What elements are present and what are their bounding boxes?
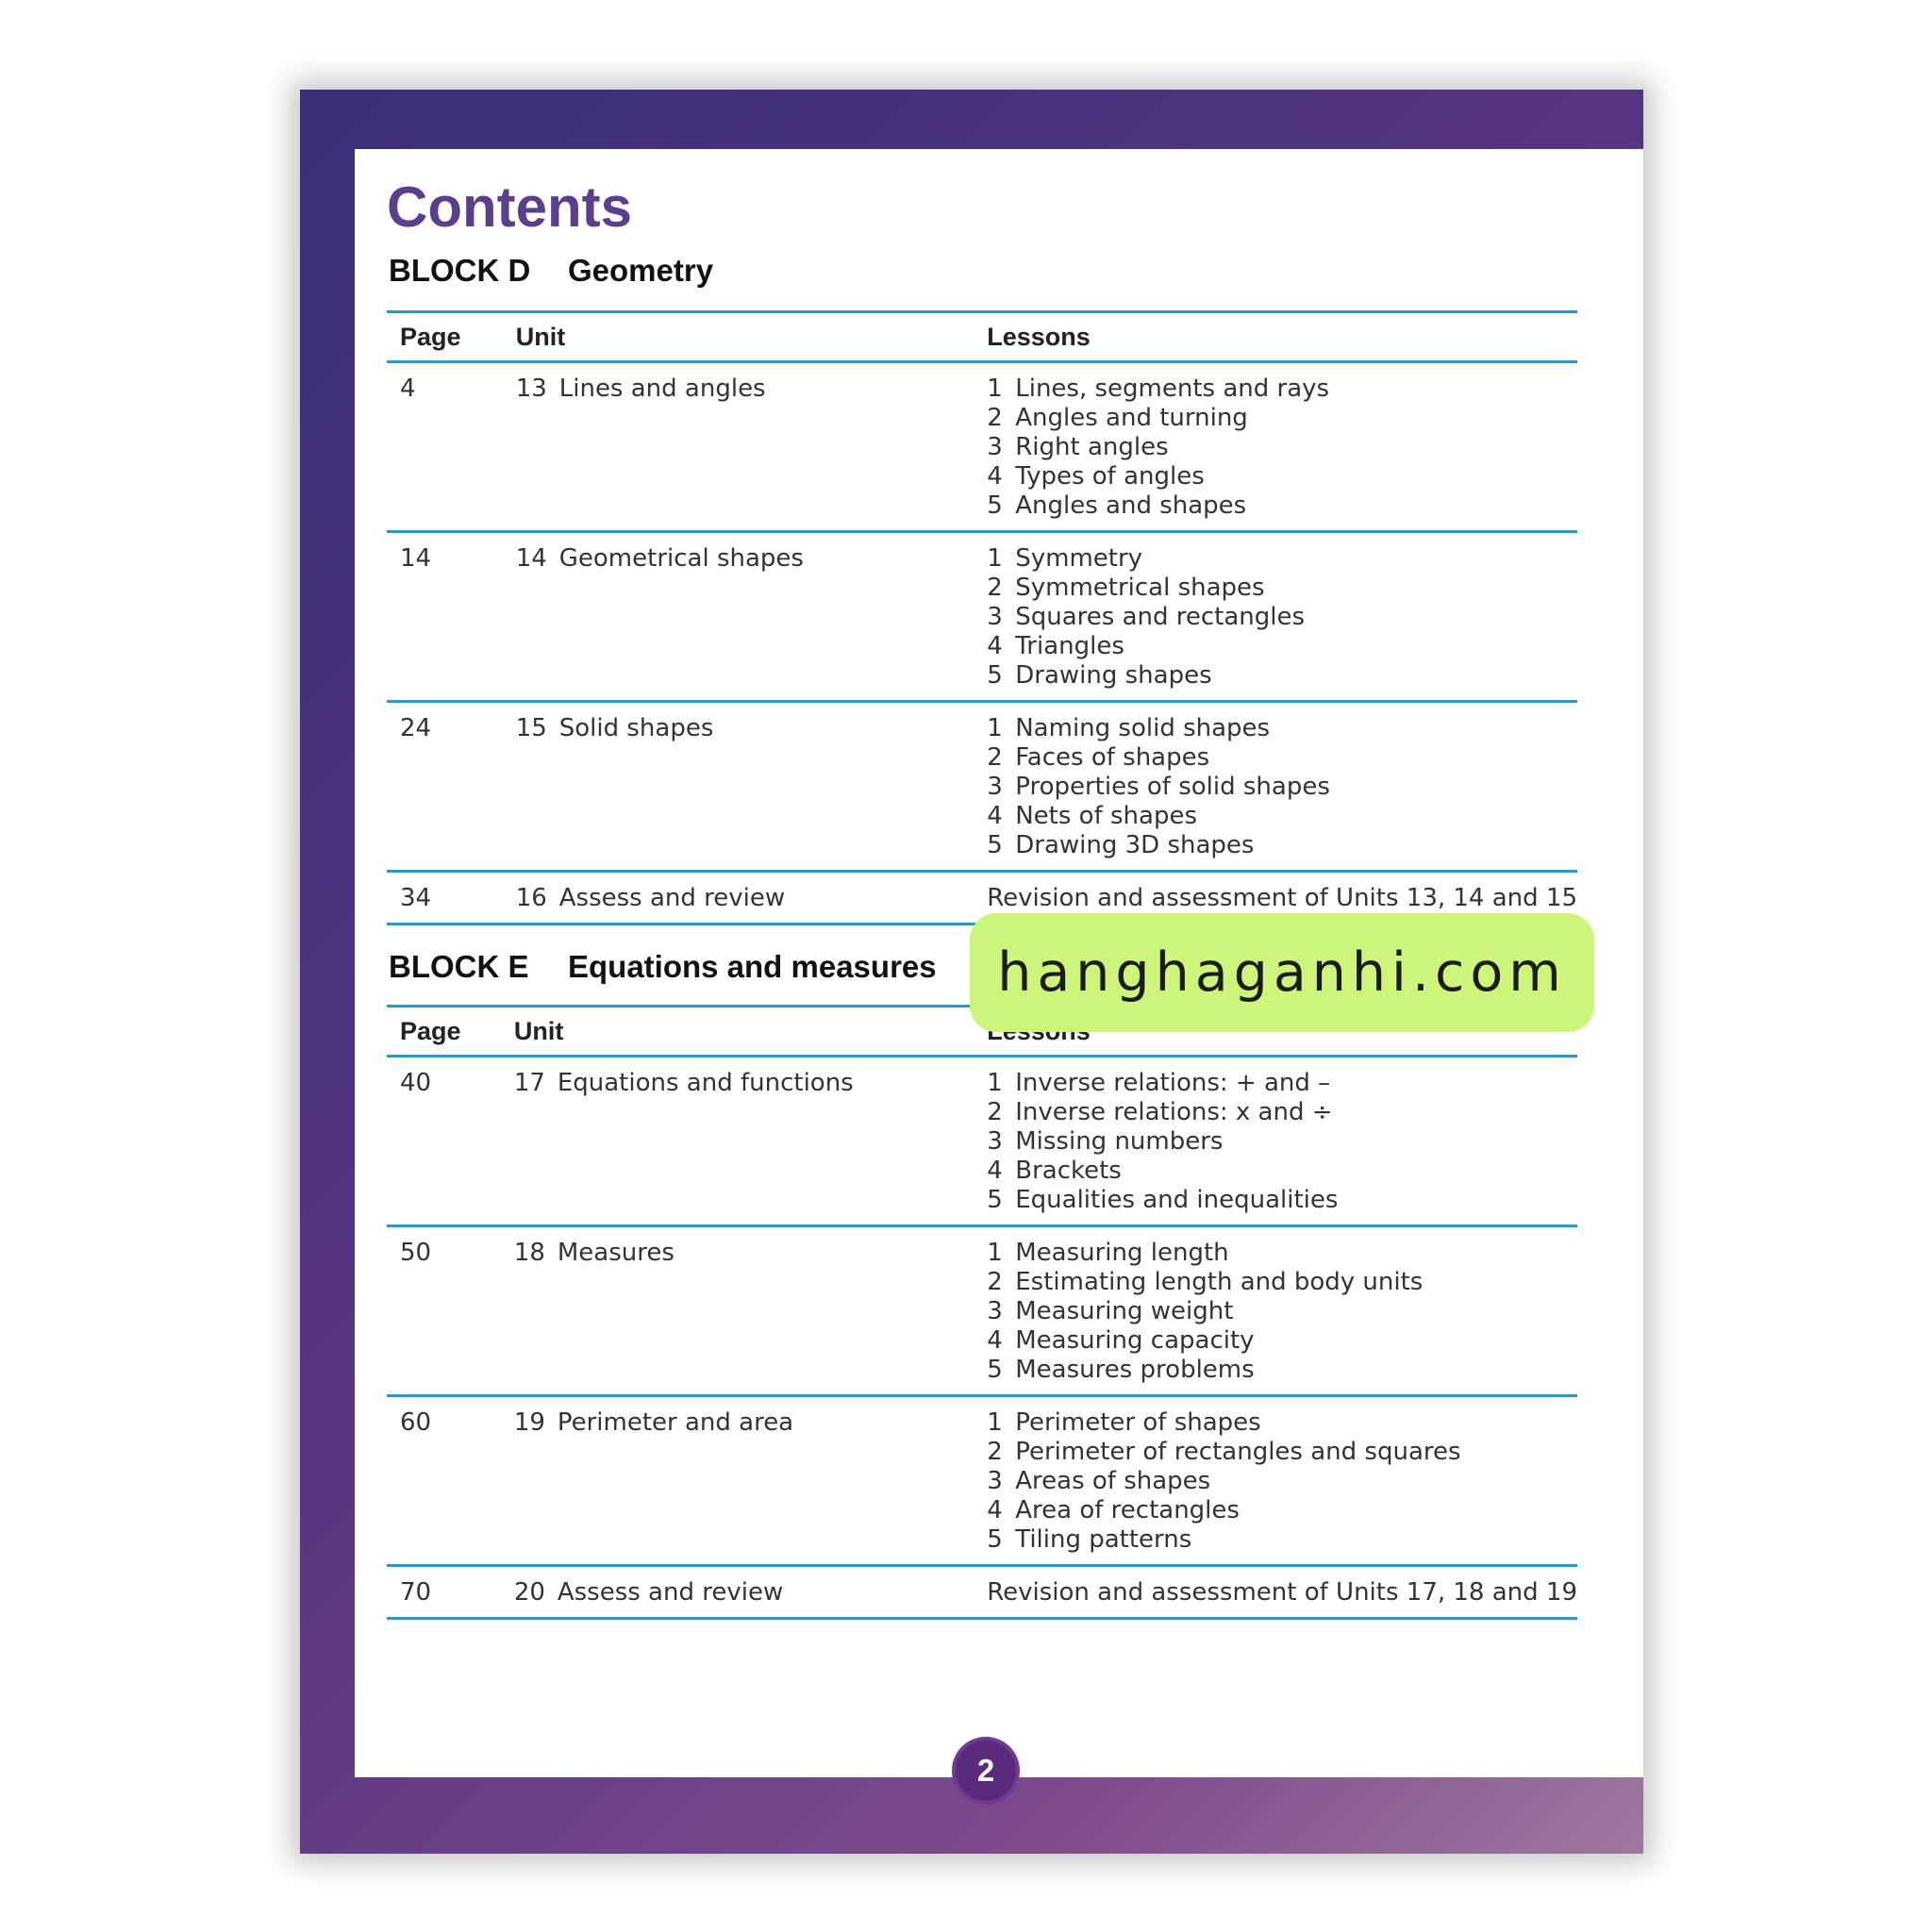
unit-name: Measures bbox=[557, 1239, 675, 1267]
lesson-title: Measures problems bbox=[1015, 1356, 1255, 1384]
page-number-badge: 2 bbox=[956, 1740, 1016, 1801]
lesson-list bbox=[987, 1069, 1577, 1215]
lesson-list bbox=[987, 1408, 1577, 1555]
page-number-cell: 34 bbox=[387, 872, 503, 924]
page-number-cell: 24 bbox=[387, 702, 503, 872]
column-header-page: Page bbox=[387, 1007, 501, 1057]
unit-number: 16 bbox=[515, 884, 547, 912]
lesson-number: 4 bbox=[987, 632, 1003, 660]
table-row bbox=[387, 1226, 1577, 1396]
lesson-item bbox=[987, 1239, 1577, 1268]
unit-name: Equations and functions bbox=[557, 1069, 854, 1097]
page-number-cell: 4 bbox=[387, 362, 503, 532]
unit-name: Assess and review bbox=[558, 884, 786, 912]
lesson-item bbox=[987, 661, 1577, 691]
lesson-number: 5 bbox=[987, 1356, 1003, 1384]
lesson-title: Measuring capacity bbox=[1015, 1326, 1255, 1355]
lessons-cell bbox=[974, 702, 1577, 872]
lesson-title: Missing numbers bbox=[1015, 1127, 1224, 1156]
lesson-title: Symmetrical shapes bbox=[1015, 574, 1265, 602]
lesson-number: 5 bbox=[987, 831, 1003, 859]
table-row bbox=[387, 362, 1577, 532]
lesson-title: Types of angles bbox=[1015, 462, 1205, 491]
lesson-title: Right angles bbox=[1015, 433, 1169, 461]
lesson-item bbox=[987, 831, 1577, 860]
lesson-number: 2 bbox=[987, 404, 1003, 432]
page-number-cell: 50 bbox=[387, 1226, 501, 1396]
lesson-title: Perimeter of rectangles and squares bbox=[1015, 1438, 1461, 1466]
lesson-list bbox=[987, 1239, 1577, 1385]
unit-name: Perimeter and area bbox=[557, 1408, 794, 1437]
page-number-cell: 70 bbox=[387, 1566, 501, 1619]
lesson-item bbox=[987, 544, 1577, 574]
lesson-title: Angles and shapes bbox=[1015, 491, 1247, 520]
lesson-title: Nets of shapes bbox=[1015, 802, 1198, 830]
lesson-item bbox=[987, 1525, 1577, 1555]
lesson-title: Faces of shapes bbox=[1015, 743, 1210, 772]
lesson-title: Naming solid shapes bbox=[1015, 714, 1271, 742]
lesson-title: Inverse relations: x and ÷ bbox=[1015, 1098, 1333, 1126]
lesson-item bbox=[987, 1438, 1577, 1467]
lesson-number: 5 bbox=[987, 491, 1003, 520]
block-name: Equations and measures bbox=[568, 949, 937, 984]
unit-number: 17 bbox=[513, 1069, 545, 1097]
lesson-item bbox=[987, 632, 1577, 661]
lesson-number: 1 bbox=[987, 1239, 1003, 1267]
lesson-list bbox=[987, 375, 1577, 521]
table-row bbox=[387, 1057, 1577, 1226]
block-e-heading bbox=[389, 949, 937, 985]
lesson-item bbox=[987, 1297, 1577, 1326]
table-row bbox=[387, 1396, 1577, 1566]
lesson-number: 4 bbox=[987, 802, 1003, 830]
lesson-title: Equalities and inequalities bbox=[1015, 1186, 1339, 1214]
table-row bbox=[387, 532, 1577, 702]
lesson-title: Drawing shapes bbox=[1015, 661, 1212, 690]
lesson-number: 1 bbox=[987, 714, 1003, 742]
block-d-heading bbox=[389, 253, 713, 289]
page-number-cell: 60 bbox=[387, 1396, 501, 1566]
table-row bbox=[387, 1566, 1577, 1619]
table-row bbox=[387, 702, 1577, 872]
unit-name: Assess and review bbox=[557, 1578, 784, 1607]
lesson-list bbox=[987, 544, 1577, 691]
lesson-title: Lines, segments and rays bbox=[1015, 375, 1330, 403]
lesson-item bbox=[987, 1326, 1577, 1356]
lesson-item bbox=[987, 1408, 1577, 1438]
lessons-cell bbox=[974, 1057, 1577, 1226]
lesson-number: 3 bbox=[987, 1127, 1003, 1156]
column-header-unit: Unit bbox=[503, 312, 974, 362]
lesson-item bbox=[987, 773, 1577, 802]
lesson-item bbox=[987, 1069, 1577, 1098]
lesson-number: 1 bbox=[987, 375, 1003, 403]
unit-number: 20 bbox=[513, 1578, 545, 1607]
unit-cell bbox=[501, 1226, 974, 1396]
unit-cell bbox=[503, 872, 974, 924]
page-title: Contents bbox=[387, 175, 632, 239]
unit-number: 15 bbox=[515, 714, 547, 742]
lesson-number: 3 bbox=[987, 773, 1003, 801]
lesson-number: 1 bbox=[987, 544, 1003, 573]
lesson-item bbox=[987, 375, 1577, 404]
column-header-lessons: Lessons bbox=[974, 312, 1577, 362]
lesson-number: 4 bbox=[987, 1496, 1003, 1524]
lesson-title: Estimating length and body units bbox=[1015, 1268, 1424, 1296]
block-e-table bbox=[387, 1005, 1577, 1620]
lesson-number: 2 bbox=[987, 1098, 1003, 1126]
lesson-title: Areas of shapes bbox=[1015, 1467, 1211, 1495]
unit-number: 14 bbox=[515, 544, 547, 573]
unit-number: 18 bbox=[513, 1239, 545, 1267]
lesson-item bbox=[987, 714, 1577, 743]
lesson-title: Measuring length bbox=[1015, 1239, 1229, 1267]
lesson-title: Squares and rectangles bbox=[1015, 603, 1306, 631]
unit-name: Geometrical shapes bbox=[558, 544, 804, 573]
lesson-number: 4 bbox=[987, 1157, 1003, 1185]
unit-cell bbox=[501, 1057, 974, 1226]
block-name: Geometry bbox=[568, 253, 714, 288]
lesson-title: Area of rectangles bbox=[1015, 1496, 1240, 1524]
lesson-item bbox=[987, 1268, 1577, 1297]
column-header-page: Page bbox=[387, 312, 503, 362]
lesson-item bbox=[987, 802, 1577, 831]
lesson-item bbox=[987, 603, 1577, 632]
lesson-number: 5 bbox=[987, 1525, 1003, 1554]
lesson-item bbox=[987, 1356, 1577, 1385]
lessons-cell bbox=[974, 1396, 1577, 1566]
block-code: BLOCK E bbox=[389, 949, 529, 984]
lesson-number: 2 bbox=[987, 574, 1003, 602]
unit-name: Lines and angles bbox=[558, 375, 766, 403]
lesson-item bbox=[987, 1467, 1577, 1496]
unit-number: 19 bbox=[513, 1408, 545, 1437]
lesson-item bbox=[987, 1186, 1577, 1215]
block-code: BLOCK D bbox=[389, 253, 531, 288]
lesson-title: Angles and turning bbox=[1015, 404, 1248, 432]
lesson-number: 5 bbox=[987, 661, 1003, 690]
revision-cell: Revision and assessment of Units 17, 18 and 19 bbox=[974, 1566, 1577, 1619]
lesson-number: 2 bbox=[987, 1438, 1003, 1466]
lessons-cell bbox=[974, 1226, 1577, 1396]
lesson-title: Measuring weight bbox=[1015, 1297, 1234, 1325]
page-number-cell: 14 bbox=[387, 532, 503, 702]
lesson-item bbox=[987, 491, 1577, 521]
lesson-item bbox=[987, 462, 1577, 491]
lesson-title: Perimeter of shapes bbox=[1015, 1408, 1261, 1437]
lesson-title: Triangles bbox=[1015, 632, 1124, 660]
lesson-title: Symmetry bbox=[1015, 544, 1143, 573]
lesson-number: 4 bbox=[987, 462, 1003, 491]
table-header-row bbox=[387, 312, 1577, 362]
lesson-number: 4 bbox=[987, 1326, 1003, 1355]
lesson-item bbox=[987, 1157, 1577, 1186]
lesson-number: 1 bbox=[987, 1408, 1003, 1437]
lesson-number: 2 bbox=[987, 743, 1003, 772]
lesson-number: 3 bbox=[987, 603, 1003, 631]
unit-cell bbox=[503, 532, 974, 702]
lesson-number: 3 bbox=[987, 433, 1003, 461]
unit-cell bbox=[501, 1396, 974, 1566]
lesson-number: 3 bbox=[987, 1297, 1003, 1325]
lesson-number: 5 bbox=[987, 1186, 1003, 1214]
lesson-item bbox=[987, 743, 1577, 773]
lesson-item bbox=[987, 1127, 1577, 1157]
lesson-list bbox=[987, 714, 1577, 860]
lesson-title: Properties of solid shapes bbox=[1015, 773, 1330, 801]
page-number-cell: 40 bbox=[387, 1057, 501, 1226]
unit-name: Solid shapes bbox=[558, 714, 714, 742]
lesson-item bbox=[987, 433, 1577, 462]
unit-cell bbox=[503, 702, 974, 872]
lesson-item bbox=[987, 1496, 1577, 1525]
lesson-title: Tiling patterns bbox=[1015, 1525, 1192, 1554]
lesson-item bbox=[987, 574, 1577, 603]
lesson-title: Drawing 3D shapes bbox=[1015, 831, 1255, 859]
unit-cell bbox=[503, 362, 974, 532]
revision-cell: Revision and assessment of Units 13, 14 and 15 bbox=[974, 872, 1577, 924]
lesson-item bbox=[987, 404, 1577, 433]
unit-number: 13 bbox=[515, 375, 547, 403]
lesson-number: 3 bbox=[987, 1467, 1003, 1495]
block-d-table bbox=[387, 310, 1577, 925]
lesson-title: Inverse relations: + and – bbox=[1015, 1069, 1331, 1097]
lessons-cell bbox=[974, 362, 1577, 532]
lessons-cell bbox=[974, 532, 1577, 702]
lesson-item bbox=[987, 1098, 1577, 1127]
unit-cell bbox=[501, 1566, 974, 1619]
lesson-number: 2 bbox=[987, 1268, 1003, 1296]
lesson-title: Brackets bbox=[1015, 1157, 1122, 1185]
lesson-number: 1 bbox=[987, 1069, 1003, 1097]
column-header-unit: Unit bbox=[501, 1007, 974, 1057]
watermark-banner: hanghaganhi.com bbox=[970, 913, 1594, 1032]
